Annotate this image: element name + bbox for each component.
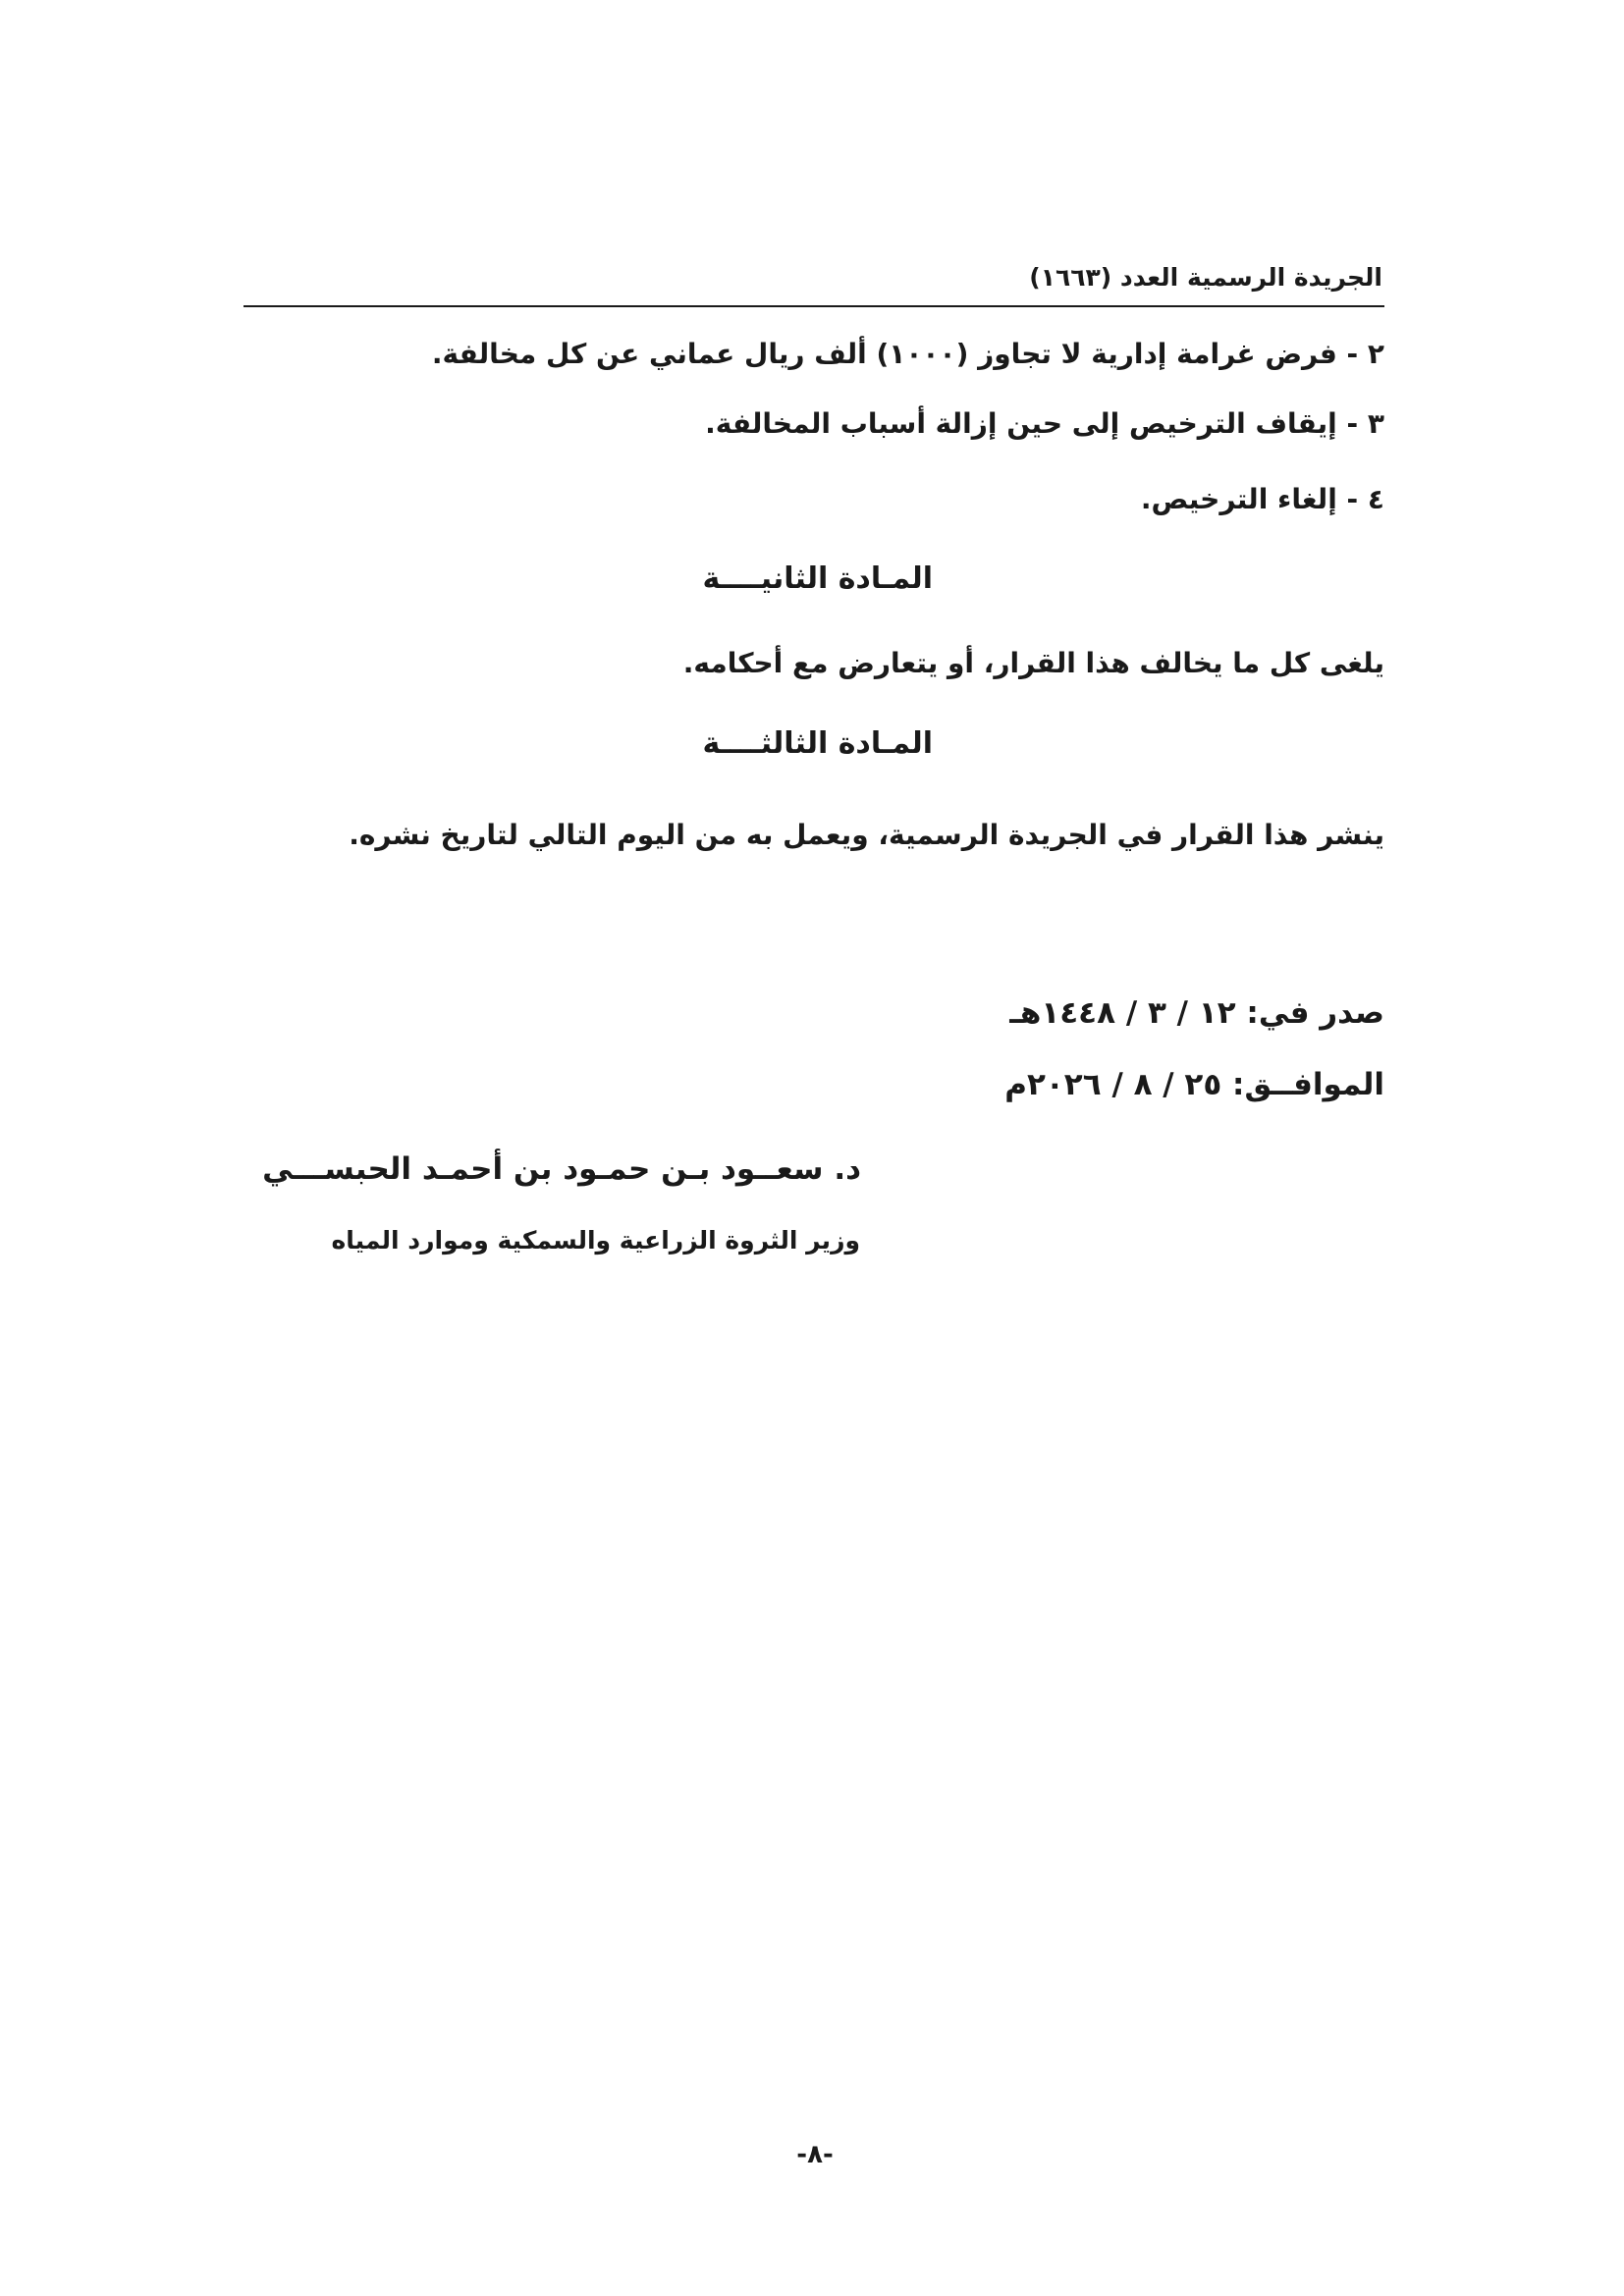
list-item-3: ٣ - إيقاف الترخيص إلى حين إزالة أسباب المخالفة.	[705, 407, 1384, 440]
page-number: -٨-	[796, 2140, 834, 2169]
issue-date-gregorian: الموافــق: ٢٥ / ٨ / ٢٠٢٦م	[1004, 1067, 1384, 1102]
issue-date-hijri: صدر في: ١٢ / ٣ / ١٤٤٨هـ	[1009, 995, 1384, 1031]
article-3-heading: المـادة الثالثــــة	[702, 726, 933, 761]
list-item-4: ٤ - إلغاء الترخيص.	[1140, 483, 1384, 515]
signatory-title: وزير الثروة الزراعية والسمكية وموارد المياه	[331, 1226, 860, 1255]
header-divider	[244, 305, 1384, 307]
article-2-text: يلغى كل ما يخالف هذا القرار، أو يتعارض مع أحكامه.	[682, 647, 1384, 679]
gazette-header-title: الجريدة الرسمية العدد (١٦٦٣)	[1029, 263, 1382, 292]
list-item-2: ٢ - فرض غرامة إدارية لا تجاوز (١٠٠٠) ألف ريال عماني عن كل مخالفة.	[431, 338, 1384, 370]
signatory-name: د. سعــود بـن حمـود بن أحمـد الحبســـي	[262, 1151, 861, 1187]
article-3-text: ينشر هذا القرار في الجريدة الرسمية، ويعمل به من اليوم التالي لتاريخ نشره.	[349, 819, 1384, 851]
article-2-heading: المـادة الثانيــــة	[702, 561, 933, 596]
